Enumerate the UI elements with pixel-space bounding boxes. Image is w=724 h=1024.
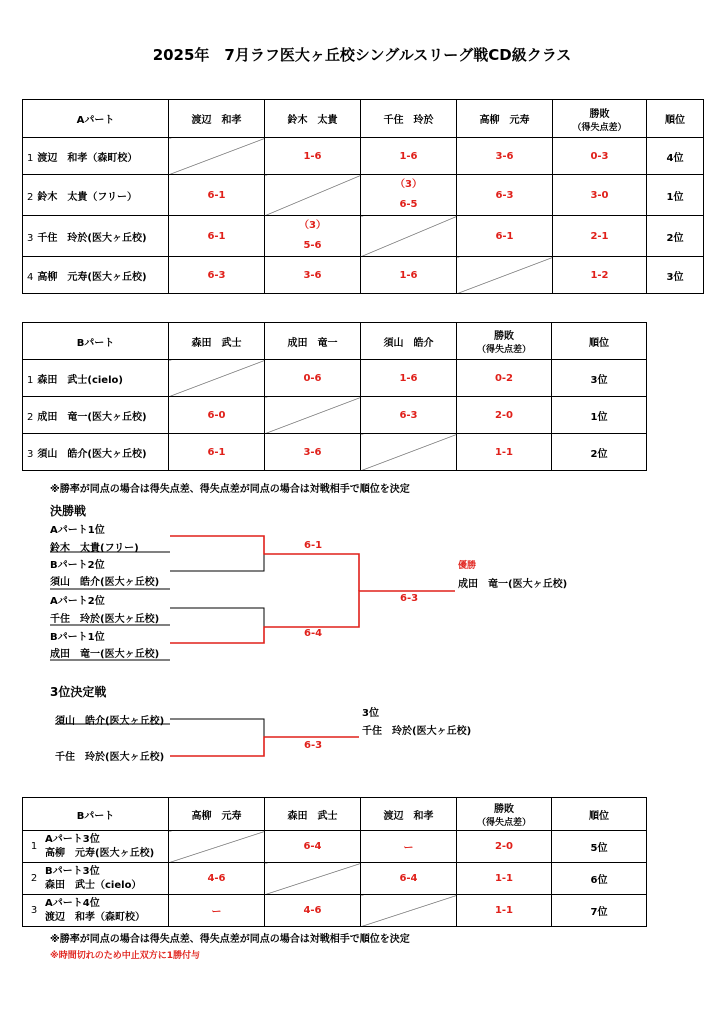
score-cell: 6-1 — [457, 216, 553, 257]
win-loss-cell: 2-1 — [553, 216, 647, 257]
player-name: 3 須山 皓介(医大ヶ丘校) — [23, 434, 169, 471]
rank-cell: 3位 — [552, 360, 647, 397]
score-cell: 1-6 — [361, 138, 457, 175]
score-cell: （3） 5-6 — [265, 216, 361, 257]
header-rank: 順位 — [552, 323, 647, 360]
score-cell: 6-3 — [457, 175, 553, 216]
rank-cell: 4位 — [647, 138, 704, 175]
self-cell — [265, 863, 361, 895]
rank-cell: 1位 — [647, 175, 704, 216]
win-loss-cell: 1-1 — [457, 895, 552, 927]
third-result-name: 千住 玲於(医大ヶ丘校) — [362, 726, 472, 737]
rank-cell: 1位 — [552, 397, 647, 434]
semi1-score: 6-1 — [304, 540, 323, 551]
score-cell: 6-4 — [361, 863, 457, 895]
header-col: 渡辺 和孝 — [361, 798, 457, 831]
player-name: 1 渡辺 和孝（森町校） — [23, 138, 169, 175]
score-cell: 6-4 — [265, 831, 361, 863]
player-name: 4 高柳 元寿(医大ヶ丘校) — [23, 257, 169, 294]
header-part: Bパート — [23, 323, 169, 360]
win-loss-cell: 1-1 — [457, 434, 552, 471]
header-col: 成田 竜一 — [265, 323, 361, 360]
score-cell: 6-1 — [169, 434, 265, 471]
semi2-score: 6-4 — [304, 628, 323, 639]
tiebreak-note: ※勝率が同点の場合は得失点差、得失点差が同点の場合は対戦相手で順位を決定 — [50, 934, 410, 945]
score-cell: 1-6 — [361, 360, 457, 397]
player-name: 2 鈴木 太貴（フリー） — [23, 175, 169, 216]
player-name: 3 千住 玲於(医大ヶ丘校) — [23, 216, 169, 257]
header-win-loss: 勝敗 （得失点差） — [457, 323, 552, 360]
header-col: 須山 皓介 — [361, 323, 457, 360]
winner-label: 優勝 — [458, 561, 477, 571]
bracket-player: 須山 皓介(医大ヶ丘校) — [55, 716, 165, 727]
score-cell: 0-6 — [265, 360, 361, 397]
third-score: 6-3 — [304, 740, 323, 751]
win-loss-cell: 0-2 — [457, 360, 552, 397]
header-col: 千住 玲於 — [361, 100, 457, 138]
bracket-seed: Aパート1位 — [50, 525, 105, 536]
score-cell: 6-3 — [361, 397, 457, 434]
score-cell: 6-3 — [169, 257, 265, 294]
header-part: Aパート — [23, 100, 169, 138]
rank-cell: 3位 — [647, 257, 704, 294]
page-title: 2025年 7月ラフ医大ヶ丘校シングルスリーグ戦CD級クラス — [152, 46, 572, 64]
self-cell — [361, 895, 457, 927]
score-cell: 1-6 — [361, 257, 457, 294]
table-row — [23, 831, 647, 863]
player-name: 2 成田 竜一(医大ヶ丘校) — [23, 397, 169, 434]
player-name: 2 Bパート3位 森田 武士（cielo） — [23, 863, 169, 895]
header-col: 鈴木 太貴 — [265, 100, 361, 138]
header-rank: 順位 — [647, 100, 704, 138]
winner-path — [170, 737, 359, 756]
bracket-player: 須山 皓介(医大ヶ丘校) — [50, 577, 160, 588]
score-cell: 6-1 — [169, 216, 265, 257]
bracket-player: 千住 玲於(医大ヶ丘校) — [50, 614, 160, 625]
score-cell: 4-6 — [169, 863, 265, 895]
score-cell: ー — [361, 831, 457, 863]
bracket-seed: Aパート2位 — [50, 596, 105, 607]
final-heading: 決勝戦 — [50, 504, 87, 518]
bracket-player: 鈴木 太貴(フリー) — [50, 543, 139, 554]
winner-name: 成田 竜一(医大ヶ丘校) — [458, 579, 568, 590]
rank-cell: 6位 — [552, 863, 647, 895]
bracket-player: 千住 玲於(医大ヶ丘校) — [55, 752, 165, 763]
score-cell: 6-0 — [169, 397, 265, 434]
bracket-line — [170, 554, 264, 571]
score-cell: 3-6 — [265, 257, 361, 294]
tiebreak-note: ※勝率が同点の場合は得失点差、得失点差が同点の場合は対戦相手で順位を決定 — [50, 484, 410, 495]
bracket-player: 成田 竜一(医大ヶ丘校) — [50, 649, 160, 660]
score-cell: 3-6 — [265, 434, 361, 471]
rank-cell: 2位 — [552, 434, 647, 471]
final-score: 6-3 — [400, 593, 419, 604]
third-result-label: 3位 — [362, 708, 379, 719]
score-cell: （3） 6-5 — [361, 175, 457, 216]
win-loss-cell: 3-0 — [553, 175, 647, 216]
self-cell — [169, 831, 265, 863]
win-loss-cell: 1-2 — [553, 257, 647, 294]
rank-cell: 5位 — [552, 831, 647, 863]
header-win-loss: 勝敗 （得失点差） — [553, 100, 647, 138]
player-name: 1 森田 武士(cielo) — [23, 360, 169, 397]
score-cell: 1-6 — [265, 138, 361, 175]
header-col: 森田 武士 — [265, 798, 361, 831]
bracket-seed: Bパート1位 — [50, 632, 105, 643]
win-loss-cell: 2-0 — [457, 831, 552, 863]
rank-cell: 7位 — [552, 895, 647, 927]
win-loss-cell: 0-3 — [553, 138, 647, 175]
player-name: 1 Aパート3位 高柳 元寿(医大ヶ丘校) — [23, 831, 169, 863]
bracket-line — [170, 719, 264, 737]
score-cell: 3-6 — [457, 138, 553, 175]
score-cell: 4-6 — [265, 895, 361, 927]
header-col: 渡辺 和孝 — [169, 100, 265, 138]
header-col: 高柳 元寿 — [169, 798, 265, 831]
table-row — [23, 863, 647, 895]
winner-path — [170, 591, 455, 643]
win-loss-cell: 1-1 — [457, 863, 552, 895]
header-rank: 順位 — [552, 798, 647, 831]
header-col: 高柳 元寿 — [457, 100, 553, 138]
header-col: 森田 武士 — [169, 323, 265, 360]
table-row — [23, 895, 647, 927]
bracket-seed: Bパート2位 — [50, 560, 105, 571]
third-place-heading: 3位決定戦 — [50, 685, 107, 699]
ranking-table-c — [22, 797, 647, 927]
header-part: Bパート — [23, 798, 169, 831]
score-cell: ー — [169, 895, 265, 927]
rank-cell: 2位 — [647, 216, 704, 257]
timeout-note: ※時間切れのため中止双方に1勝付与 — [50, 951, 201, 961]
score-cell: 6-1 — [169, 175, 265, 216]
player-name: 3 Aパート4位 渡辺 和孝（森町校） — [23, 895, 169, 927]
header-win-loss: 勝敗 （得失点差） — [457, 798, 552, 831]
bracket-line — [170, 608, 264, 627]
win-loss-cell: 2-0 — [457, 397, 552, 434]
